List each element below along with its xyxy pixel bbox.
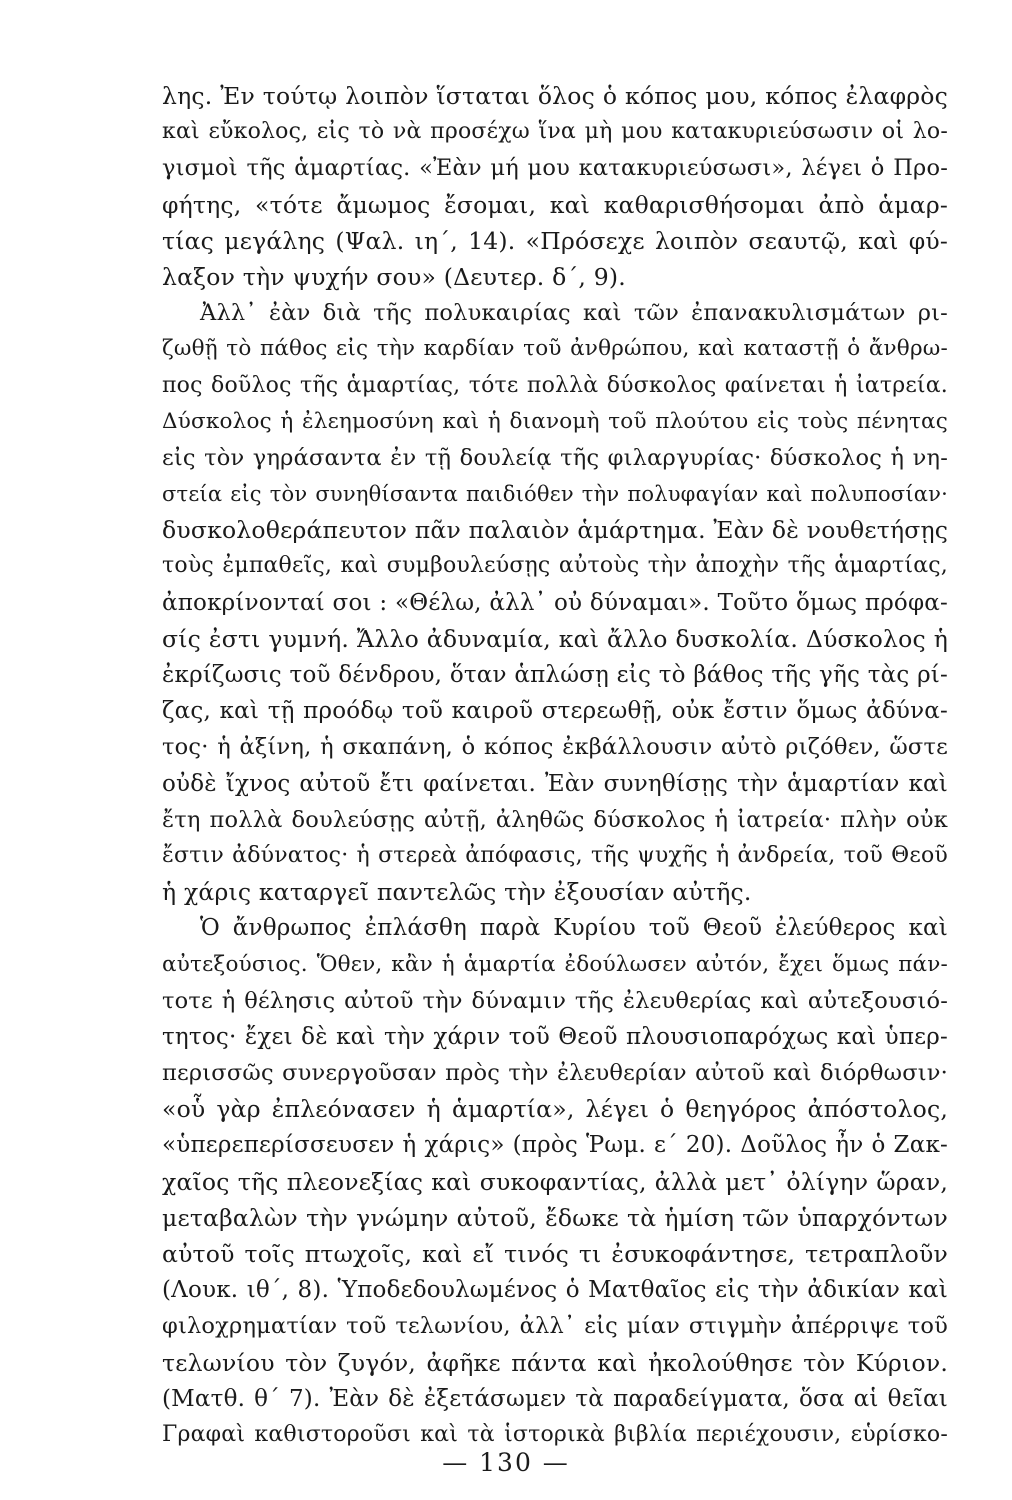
text-line: μεταβαλὼν τὴν γνώμην αὐτοῦ, ἔδωκε τὰ ἡμίση τῶν ὑπαρχόντων — [162, 1203, 948, 1232]
text-line: ἔτη πολλὰ δουλεύσῃς αὐτῇ, ἀληθῶς δύσκολος ἡ ἰατρεία· πλὴν οὐκ — [162, 806, 948, 833]
text-line: Ἀλλ᾿ ἐὰν διὰ τῆς πολυκαιρίας καὶ τῶν ἐπανακυλισμάτων ρι- — [200, 300, 948, 327]
text-line: ἀποκρίνονταί σοι : «Θέλω, ἀλλ᾿ οὐ δύναμαι». Τοῦτο ὅμως πρόφα- — [162, 589, 948, 616]
text-line: ἔστιν ἀδύνατος· ἡ στερεὰ ἀπόφασις, τῆς ψυχῆς ἡ ἀνδρεία, τοῦ Θεοῦ — [162, 842, 948, 868]
text-line: «ὑπερεπερίσσευσεν ἡ χάρις» (πρὸς Ῥωμ. ε΄ 20). Δοῦλος ἦν ὁ Ζακ- — [162, 1132, 948, 1159]
text-line: (Ματθ. θ΄ 7). Ἐὰν δὲ ἐξετάσωμεν τὰ παραδείγματα, ὅσα αἱ θεῖαι — [162, 1385, 948, 1412]
text-line: λης. Ἐν τούτῳ λοιπὸν ἵσταται ὅλος ὁ κόπος μου, κόπος ἐλαφρὸς — [162, 82, 948, 110]
text-line: φήτης, «τότε ἄμωμος ἔσομαι, καὶ καθαρισθήσομαι ἀπὸ ἁμαρ- — [162, 190, 948, 219]
text-line: περισσῶς συνεργοῦσαν πρὸς τὴν ἐλευθερίαν αὐτοῦ καὶ διόρθωσιν· — [162, 1060, 948, 1087]
text-line: τοὺς ἐμπαθεῖς, καὶ συμβουλεύσῃς αὐτοὺς τὴν ἀποχὴν τῆς ἁμαρτίας, — [162, 553, 948, 579]
text-line: τίας μεγάλης (Ψαλ. ιη΄, 14). «Πρόσεχε λοιπὸν σεαυτῷ, καὶ φύ- — [162, 226, 948, 255]
page-number: — 130 — — [442, 1448, 570, 1477]
text-line: καὶ εὔκολος, εἰς τὸ νὰ προσέχω ἵνα μὴ μου κατακυριεύσωσιν οἱ λο- — [162, 119, 948, 145]
text-line: Γραφαὶ καθιστοροῦσι καὶ τὰ ἱστορικὰ βιβλία περιέχουσιν, εὑρίσκο- — [162, 1421, 948, 1447]
text-line: αὐτεξούσιος. Ὅθεν, κἂν ἡ ἁμαρτία ἐδούλωσεν αὐτόν, ἔχει ὅμως πάν- — [162, 951, 948, 977]
text-line: εἰς τὸν γηράσαντα ἐν τῇ δουλείᾳ τῆς φιλαργυρίας· δύσκολος ἡ νη- — [162, 444, 948, 471]
text-line: Δύσκολος ἡ ἐλεημοσύνη καὶ ἡ διανομὴ τοῦ πλούτου εἰς τοὺς πένητας — [162, 408, 948, 434]
text-line: τοτε ἡ θέλησις αὐτοῦ τὴν δύναμιν τῆς ἐλευθερίας καὶ αὐτεξουσιό- — [162, 987, 948, 1014]
text-line: ἐκρίζωσις τοῦ δένδρου, ὅταν ἁπλώσῃ εἰς τὸ βάθος τῆς γῆς τὰς ρί- — [162, 662, 948, 688]
text-line: γισμοὶ τῆς ἁμαρτίας. «Ἐὰν μή μου κατακυριεύσωσι», λέγει ὁ Προ- — [162, 155, 948, 182]
text-line: φιλοχρηματίαν τοῦ τελωνίου, ἀλλ᾿ εἰς μίαν στιγμὴν ἀπέρριψε τοῦ — [162, 1313, 948, 1340]
text-line: πος δοῦλος τῆς ἁμαρτίας, τότε πολλὰ δύσκολος φαίνεται ἡ ἰατρεία. — [162, 372, 948, 398]
text-line: τελωνίου τὸν ζυγόν, ἀφῆκε πάντα καὶ ἠκολούθησε τὸν Κύριον. — [162, 1348, 948, 1377]
text-line: τητος· ἔχει δὲ καὶ τὴν χάριν τοῦ Θεοῦ πλουσιοπαρόχως καὶ ὑπερ- — [162, 1023, 948, 1050]
text-line: δυσκολοθεράπευτον πᾶν παλαιὸν ἁμάρτημα. Ἐὰν δὲ νουθετήσῃς — [162, 516, 949, 545]
text-line: ζας, καὶ τῇ προόδῳ τοῦ καιροῦ στερεωθῇ, οὐκ ἔστιν ὅμως ἀδύνα- — [162, 698, 948, 725]
text-line: στεία εἰς τὸν συνηθίσαντα παιδιόθεν τὴν πολυφαγίαν καὶ πολυποσίαν· — [162, 482, 948, 507]
text-line: «οὗ γὰρ ἐπλεόνασεν ἡ ἁμαρτία», λέγει ὁ θεηγόρος ἀπόστολος, — [162, 1095, 948, 1124]
text-line: Ὁ ἄνθρωπος ἐπλάσθη παρὰ Κυρίου τοῦ Θεοῦ ἐλεύθερος καὶ — [200, 915, 948, 942]
text-line: ἡ χάρις καταργεῖ παντελῶς τὴν ἐξουσίαν αὐτῆς. — [162, 878, 752, 907]
text-line: ζωθῇ τὸ πάθος εἰς τὴν καρδίαν τοῦ ἀνθρώπου, καὶ καταστῇ ὁ ἄνθρω- — [162, 336, 948, 362]
text-line: οὐδὲ ἴχνος αὐτοῦ ἔτι φαίνεται. Ἐὰν συνηθίσῃς τὴν ἁμαρτίαν καὶ — [162, 770, 948, 797]
text-line: (Λουκ. ιθ΄, 8). Ὑποδεδουλωμένος ὁ Ματθαῖος εἰς τὴν ἀδικίαν καὶ — [162, 1277, 948, 1304]
text-line: λαξον τὴν ψυχήν σου» (Δευτερ. δ΄, 9). — [162, 262, 626, 291]
body-text — [162, 78, 948, 1453]
text-line: χαῖος τῆς πλεονεξίας καὶ συκοφαντίας, ἀλλὰ μετ᾿ ὀλίγην ὥραν, — [162, 1167, 948, 1196]
text-line: αὐτοῦ τοῖς πτωχοῖς, καὶ εἴ τινός τι ἐσυκοφάντησε, τετραπλοῦν — [162, 1240, 948, 1268]
text-line: τος· ἡ ἀξίνη, ἡ σκαπάνη, ὁ κόπος ἐκβάλλουσιν αὐτὸ ριζόθεν, ὥστε — [162, 734, 948, 761]
text-line: σίς ἐστι γυμνή. Ἄλλο ἀδυναμία, καὶ ἄλλο δυσκολία. Δύσκολος ἡ — [162, 624, 948, 653]
